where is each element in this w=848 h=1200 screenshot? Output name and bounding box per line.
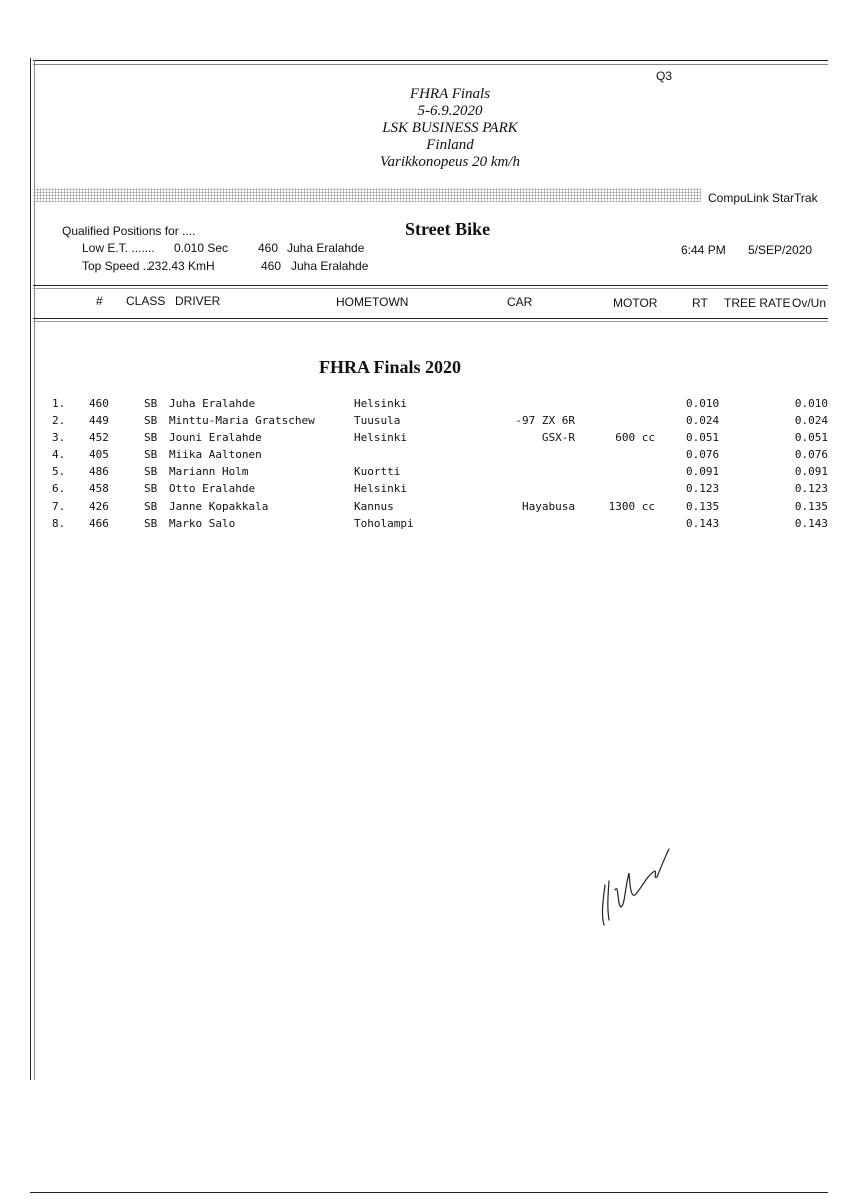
row-ovun: 0.010 bbox=[794, 397, 828, 410]
row-class: SB bbox=[144, 482, 158, 495]
col-tree-rate: TREE RATE bbox=[724, 296, 791, 310]
row-position: 5. bbox=[52, 465, 66, 478]
row-number: 458 bbox=[89, 482, 109, 495]
table-row bbox=[0, 482, 848, 499]
row-car: Hayabusa bbox=[522, 500, 575, 513]
row-position: 2. bbox=[52, 414, 66, 427]
row-hometown: Kuortti bbox=[354, 465, 401, 478]
col-driver: DRIVER bbox=[175, 294, 221, 308]
row-motor: 600 cc bbox=[615, 431, 655, 444]
table-row bbox=[0, 448, 848, 465]
top-speed-value: 232.43 KmH bbox=[148, 259, 215, 273]
row-hometown: Helsinki bbox=[354, 482, 407, 495]
row-number: 405 bbox=[89, 448, 109, 461]
table-row bbox=[0, 397, 848, 414]
row-driver: Marko Salo bbox=[169, 517, 236, 530]
qualified-heading: Qualified Positions for .... bbox=[62, 224, 196, 238]
section-title: FHRA Finals 2020 bbox=[319, 357, 462, 377]
event-country: Finland bbox=[426, 137, 474, 153]
header-rule-bottom bbox=[33, 318, 828, 319]
report-time: 6:44 PM bbox=[681, 243, 726, 257]
row-hometown: Helsinki bbox=[354, 431, 407, 444]
page-code: Q3 bbox=[656, 69, 673, 83]
row-number: 486 bbox=[89, 465, 109, 478]
row-ovun: 0.135 bbox=[794, 500, 828, 513]
row-rt: 0.024 bbox=[686, 414, 720, 427]
row-motor: 1300 cc bbox=[608, 500, 655, 513]
row-class: SB bbox=[144, 448, 158, 461]
header-rule-top bbox=[33, 285, 828, 286]
row-ovun: 0.123 bbox=[794, 482, 828, 495]
table-row bbox=[0, 500, 848, 517]
row-number: 466 bbox=[89, 517, 109, 530]
row-ovun: 0.051 bbox=[794, 431, 828, 444]
low-et-driver: Juha Eralahde bbox=[287, 241, 365, 255]
class-title: Street Bike bbox=[405, 219, 491, 239]
top-border-inner bbox=[33, 64, 828, 65]
row-position: 3. bbox=[52, 431, 66, 444]
top-border bbox=[33, 60, 828, 61]
row-position: 1. bbox=[52, 397, 66, 410]
row-driver: Miika Aaltonen bbox=[169, 448, 262, 461]
row-car: GSX-R bbox=[541, 431, 575, 444]
row-driver: Minttu-Maria Gratschew bbox=[169, 414, 315, 427]
row-rt: 0.010 bbox=[686, 397, 720, 410]
col-num: # bbox=[96, 294, 103, 308]
row-rt: 0.123 bbox=[686, 482, 720, 495]
row-class: SB bbox=[144, 517, 158, 530]
table-row bbox=[0, 465, 848, 482]
row-rt: 0.076 bbox=[686, 448, 720, 461]
row-class: SB bbox=[144, 500, 158, 513]
header-rule-bottom-inner bbox=[33, 321, 828, 322]
dotted-separator bbox=[33, 188, 701, 202]
left-border-inner bbox=[34, 60, 35, 1080]
col-hometown: HOMETOWN bbox=[336, 295, 409, 309]
event-speed-limit: Varikkonopeus 20 km/h bbox=[380, 154, 520, 170]
row-ovun: 0.024 bbox=[794, 414, 828, 427]
row-class: SB bbox=[144, 397, 158, 410]
row-hometown: Helsinki bbox=[354, 397, 407, 410]
col-ovun: Ov/Un bbox=[792, 296, 827, 310]
row-hometown: Kannus bbox=[354, 500, 394, 513]
row-class: SB bbox=[144, 431, 158, 444]
row-driver: Jouni Eralahde bbox=[169, 431, 262, 444]
row-class: SB bbox=[144, 465, 158, 478]
row-number: 452 bbox=[89, 431, 109, 444]
row-ovun: 0.143 bbox=[794, 517, 828, 530]
event-venue: LSK BUSINESS PARK bbox=[382, 120, 518, 136]
row-position: 4. bbox=[52, 448, 66, 461]
row-hometown: Toholampi bbox=[354, 517, 414, 530]
row-driver: Mariann Holm bbox=[169, 465, 249, 478]
row-class: SB bbox=[144, 414, 158, 427]
row-rt: 0.143 bbox=[686, 517, 720, 530]
row-rt: 0.091 bbox=[686, 465, 720, 478]
row-number: 426 bbox=[89, 500, 109, 513]
row-car: -97 ZX 6R bbox=[515, 414, 575, 427]
top-speed-number: 460 bbox=[261, 259, 282, 273]
col-car: CAR bbox=[507, 295, 533, 309]
row-rt: 0.135 bbox=[686, 500, 720, 513]
event-dates: 5-6.9.2020 bbox=[417, 103, 483, 119]
row-position: 7. bbox=[52, 500, 66, 513]
low-et-number: 460 bbox=[258, 241, 279, 255]
row-number: 449 bbox=[89, 414, 109, 427]
row-position: 8. bbox=[52, 517, 66, 530]
row-driver: Juha Eralahde bbox=[169, 397, 256, 410]
report-date: 5/SEP/2020 bbox=[748, 243, 813, 257]
brand-label: CompuLink StarTrak bbox=[708, 191, 818, 205]
row-ovun: 0.076 bbox=[794, 448, 828, 461]
bottom-border bbox=[30, 1192, 828, 1193]
header-rule-top-inner bbox=[33, 288, 828, 289]
col-rt: RT bbox=[692, 296, 708, 310]
row-ovun: 0.091 bbox=[794, 465, 828, 478]
top-speed-driver: Juha Eralahde bbox=[291, 259, 369, 273]
signature bbox=[595, 845, 675, 930]
row-position: 6. bbox=[52, 482, 66, 495]
row-driver: Janne Kopakkala bbox=[169, 500, 269, 513]
col-class: CLASS bbox=[126, 294, 166, 308]
row-hometown: Tuusula bbox=[354, 414, 401, 427]
table-row bbox=[0, 431, 848, 448]
table-row bbox=[0, 414, 848, 431]
event-title: FHRA Finals bbox=[409, 86, 491, 102]
low-et-value: 0.010 Sec bbox=[174, 241, 229, 255]
row-number: 460 bbox=[89, 397, 109, 410]
left-border bbox=[30, 58, 31, 1080]
col-motor: MOTOR bbox=[613, 296, 658, 310]
table-row bbox=[0, 517, 848, 534]
row-rt: 0.051 bbox=[686, 431, 720, 444]
row-driver: Otto Eralahde bbox=[169, 482, 256, 495]
top-speed-label: Top Speed ... bbox=[82, 259, 153, 273]
low-et-label: Low E.T. ....... bbox=[82, 241, 155, 255]
